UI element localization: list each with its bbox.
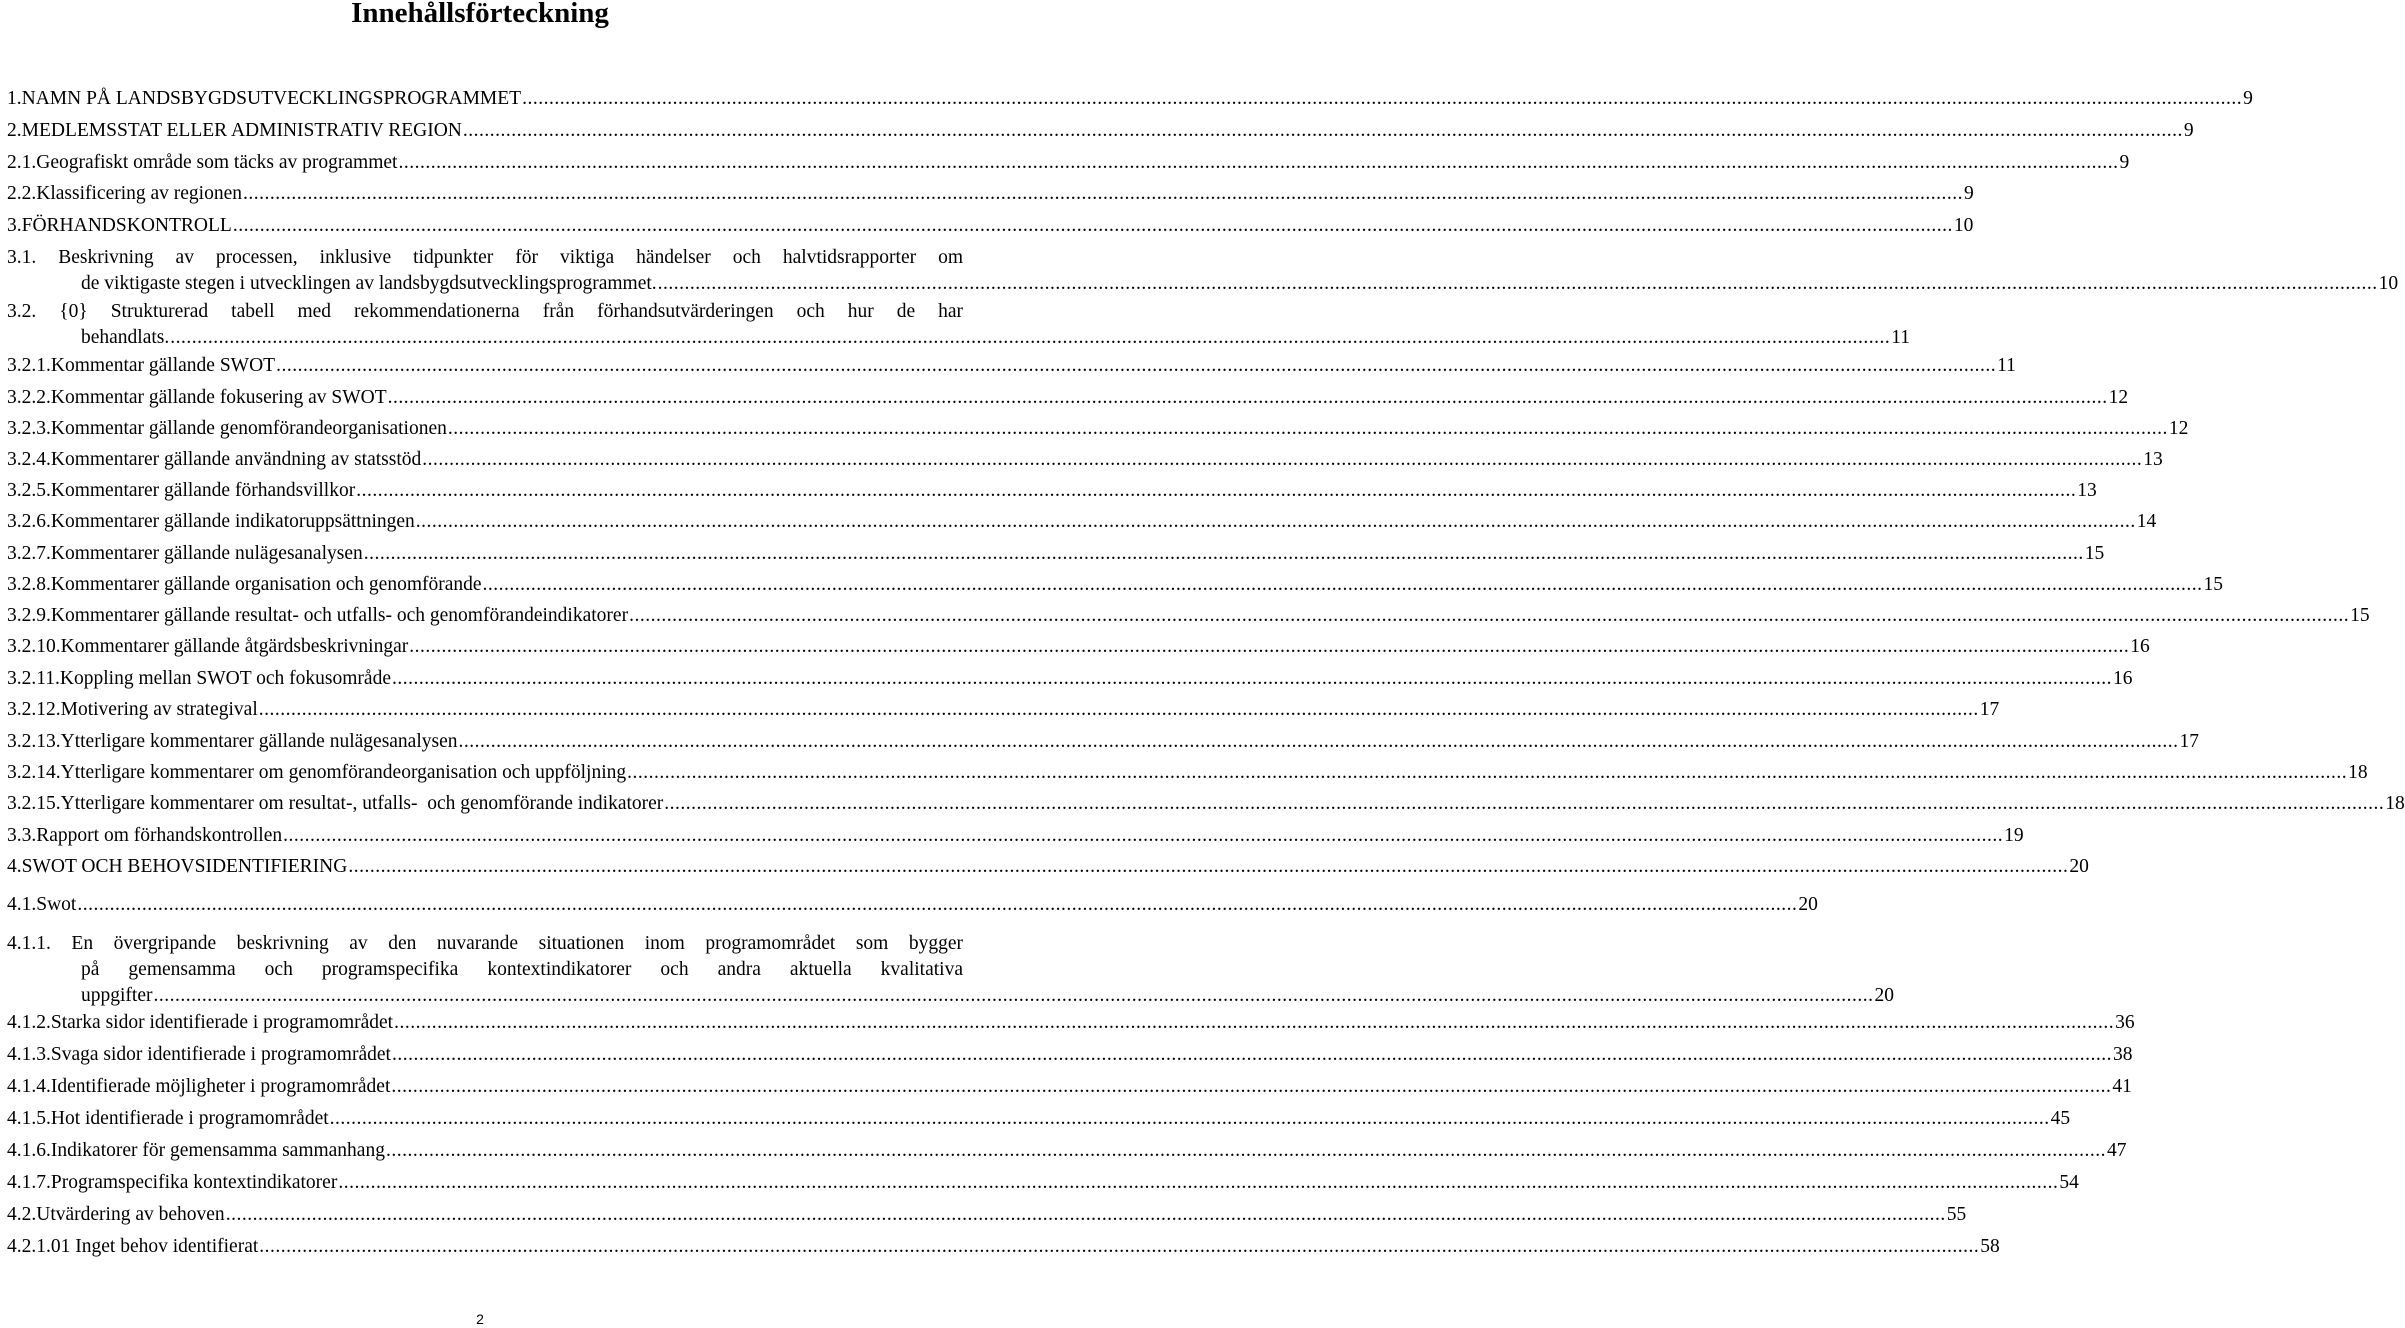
toc-entry[interactable]: [7, 1234, 2000, 1260]
toc-leader-dots: [338, 1170, 2058, 1196]
toc-entry-page: 10: [2378, 273, 2399, 294]
toc-entry[interactable]: [7, 760, 2368, 786]
toc-entry[interactable]: [7, 385, 2129, 411]
toc-entry-number: 3.2.10.: [7, 636, 61, 657]
toc-entry-page: 15: [2203, 574, 2224, 595]
toc-leader-dots: [522, 86, 2242, 112]
toc-leader-dots: [658, 271, 2378, 297]
toc-entry[interactable]: [7, 1042, 2133, 1068]
toc-entry-number: 3.2.3.: [7, 418, 51, 439]
toc-entry-title: Ytterligare kommentarer om resultat-, utfalls- och genomförande indikatorer: [60, 793, 664, 814]
toc-entry-page: 38: [2112, 1044, 2133, 1065]
toc-entry-page: 36: [2115, 1012, 2135, 1033]
toc-leader-dots: [392, 666, 2112, 692]
toc-entry[interactable]: [7, 1106, 2071, 1132]
toc-entry-title: Kommentar gällande genomförandeorganisationen: [50, 418, 447, 439]
toc-leader-dots: [356, 478, 2076, 504]
toc-leader-dots: [243, 181, 1963, 207]
toc-leader-dots: [394, 1010, 2114, 1036]
toc-entry-page: 16: [2130, 636, 2150, 657]
toc-entry-number: 3.2.: [7, 301, 37, 322]
toc-entry-page: 11: [1997, 355, 2016, 376]
toc-entry[interactable]: [7, 181, 1974, 207]
toc-entry[interactable]: [7, 1074, 2132, 1100]
toc-leader-dots: [330, 1106, 2050, 1132]
toc-entry-title: Klassificering av regionen: [36, 183, 243, 204]
toc-leader-dots: [348, 854, 2068, 880]
toc-entry[interactable]: [7, 478, 2097, 504]
toc-entry-title: Hot identifierade i programområdet: [50, 1108, 329, 1129]
toc-entry-page: 9: [2119, 152, 2130, 173]
toc-entry-page: 11: [1891, 327, 1911, 348]
toc-entry-page: 16: [2113, 668, 2133, 689]
toc-entry[interactable]: [7, 245, 2399, 297]
toc-entry-number: 4.1.4.: [7, 1076, 51, 1097]
toc-entry-title-continued: behandlats.: [81, 327, 170, 348]
toc-entry-number: 3.1.: [7, 247, 37, 268]
toc-leader-dots: [364, 541, 2084, 567]
toc-entry-title: Kommentar gällande SWOT: [50, 355, 276, 376]
toc-entry-number: 2.2.: [7, 183, 37, 204]
toc-entry[interactable]: [7, 416, 2189, 442]
toc-entry-number: 1.: [7, 88, 22, 109]
toc-entry-page: 13: [2143, 449, 2163, 470]
toc-entry-title: Programspecifika kontextindikatorer: [50, 1172, 338, 1193]
toc-entry[interactable]: [7, 603, 2370, 629]
toc-entry-page: 12: [2168, 418, 2189, 439]
toc-entry-number: 3.2.1.: [7, 355, 51, 376]
toc-leader-dots: [259, 1234, 1979, 1260]
toc-entry-title: Kommentarer gällande organisation och genomförande: [50, 574, 482, 595]
toc-entry-page: 18: [2348, 762, 2368, 783]
toc-entry-number: 3.2.5.: [7, 480, 51, 501]
toc-leader-dots: [276, 353, 1996, 379]
toc-entry-page: 9: [2183, 120, 2194, 141]
toc-entry-number: 3.2.6.: [7, 511, 51, 532]
toc-entry-title: Kommentarer gällande förhandsvillkor: [50, 480, 356, 501]
toc-entry-page: 47: [2106, 1140, 2127, 1161]
toc-entry-page: 10: [1953, 215, 1974, 236]
toc-leader-dots: [629, 603, 2349, 629]
toc-entry-title: {0} Strukturerad tabell med rekommendationerna från förhandsutvärderingen och hur de har: [59, 301, 964, 322]
toc-entry-title: Starka sidor identifierade i programområdet: [50, 1012, 394, 1033]
toc-entry[interactable]: [7, 697, 2000, 723]
toc-entry-title: Beskrivning av processen, inklusive tidpunkter för viktiga händelser och halvtidsrapporter om: [58, 247, 963, 268]
toc-entry-page: 14: [2136, 511, 2157, 532]
toc-leader-dots: [627, 760, 2347, 786]
toc-entry-number: 3.2.11.: [7, 668, 60, 689]
toc-leader-dots: [392, 1042, 2112, 1068]
toc-entry-title: En övergripande beskrivning av den nuvarande situationen inom programområdet som bygger: [71, 933, 963, 954]
toc-leader-dots: [283, 823, 2003, 849]
toc-entry[interactable]: [7, 634, 2150, 660]
toc-entry-number: 4.1.6.: [7, 1140, 51, 1161]
toc-entry-number: 2.1.: [7, 152, 37, 173]
toc-entry-number: 3.2.9.: [7, 605, 51, 626]
toc-entry-title: Indikatorer för gemensamma sammanhang: [50, 1140, 385, 1161]
toc-entry-number: 3.2.13.: [7, 731, 61, 752]
toc-entry-number: 4.2.: [7, 1204, 37, 1225]
toc-leader-dots: [388, 385, 2108, 411]
toc-leader-dots: [463, 118, 2183, 144]
toc-entry-number: 4.2.1.: [7, 1236, 51, 1257]
toc-entry-number: 4.1.5.: [7, 1108, 51, 1129]
toc-entry[interactable]: [7, 86, 2253, 112]
toc-leader-dots: [483, 572, 2203, 598]
toc-entry[interactable]: [7, 1010, 2135, 1036]
toc-entry[interactable]: [7, 1170, 2079, 1196]
toc-entry-title: Koppling mellan SWOT och fokusområde: [59, 668, 391, 689]
toc-entry-page: 41: [2112, 1076, 2132, 1097]
toc-leader-dots: [459, 729, 2179, 755]
toc-entry-number: 3.3.: [7, 825, 37, 846]
toc-entry-page: 58: [1980, 1236, 2000, 1257]
toc-entry-title: Ytterligare kommentarer om genomförandeorganisation och uppföljning: [60, 762, 627, 783]
toc-entry[interactable]: [7, 854, 2089, 880]
toc-entry-title: 01 Inget behov identifierat: [50, 1236, 259, 1257]
toc-entry[interactable]: [7, 353, 2016, 379]
toc-entry-page: 55: [1946, 1204, 1967, 1225]
toc-leader-dots: [259, 697, 1979, 723]
toc-entry-title: Swot: [36, 894, 77, 915]
toc-entry-page: 12: [2108, 387, 2129, 408]
toc-leader-dots: [391, 1074, 2111, 1100]
toc-entry-title: MEDLEMSSTAT ELLER ADMINISTRATIV REGION: [21, 120, 462, 141]
toc-entry-title: NAMN PÅ LANDSBYGDSUTVECKLINGSPROGRAMMET: [21, 88, 522, 109]
toc-entry-title-continued: de viktigaste stegen i utvecklingen av landsbygdsutvecklingsprogrammet.: [81, 273, 657, 294]
toc-entry[interactable]: [7, 509, 2157, 535]
toc-entry[interactable]: [7, 447, 2163, 473]
toc-entry-title: SWOT OCH BEHOVSIDENTIFIERING: [21, 856, 348, 877]
toc-leader-dots: [664, 791, 2384, 817]
toc-leader-dots: [233, 213, 1953, 239]
toc-entry[interactable]: [7, 572, 2224, 598]
toc-entry-title: Kommentar gällande fokusering av SWOT: [50, 387, 387, 408]
toc-entry-number: 3.: [7, 215, 22, 236]
toc-leader-dots: [448, 416, 2168, 442]
toc-leader-dots: [416, 509, 2136, 535]
toc-entry-title: FÖRHANDSKONTROLL: [21, 215, 232, 236]
page-number: 2: [476, 1311, 484, 1327]
toc-entry-title: Kommentarer gällande indikatoruppsättningen: [50, 511, 415, 532]
toc-entry-title: Kommentarer gällande resultat- och utfalls- och genomförandeindikatorer: [50, 605, 629, 626]
toc-entry[interactable]: [7, 1138, 2127, 1164]
toc-entry-page: 20: [2069, 856, 2089, 877]
toc-entry-title-continued: på gemensamma och programspecifika kontextindikatorer och andra aktuella kvalitativa: [81, 959, 963, 980]
toc-entry[interactable]: [7, 666, 2133, 692]
toc-leader-dots: [386, 1138, 2106, 1164]
toc-entry-number: 4.1.: [7, 894, 37, 915]
toc-leader-dots: [409, 634, 2129, 660]
toc-entry-number: 2.: [7, 120, 22, 141]
toc-entry-title: Ytterligare kommentarer gällande nulägesanalysen: [60, 731, 458, 752]
toc-entry-number: 3.2.15.: [7, 793, 61, 814]
toc-entry-page: 20: [1874, 985, 1894, 1006]
toc-leader-dots: [170, 325, 1890, 351]
toc-entry-page: 17: [2179, 731, 2199, 752]
toc-entry-page: 15: [2084, 543, 2105, 564]
toc-entry-number: 4.1.1.: [7, 933, 51, 954]
toc-leader-dots: [77, 892, 1797, 918]
toc-entry-number: 4.: [7, 856, 22, 877]
toc-leader-dots: [422, 447, 2142, 473]
toc-entry[interactable]: [7, 541, 2105, 567]
toc-entry[interactable]: [7, 791, 2405, 817]
toc-entry[interactable]: [7, 892, 1818, 918]
toc-entry[interactable]: [7, 931, 1894, 1009]
toc-entry-number: 3.2.12.: [7, 699, 61, 720]
toc-entry-number: 3.2.14.: [7, 762, 61, 783]
toc-entry-page: 15: [2350, 605, 2370, 626]
toc-entry-number: 3.2.2.: [7, 387, 51, 408]
toc-entry-number: 4.1.7.: [7, 1172, 51, 1193]
toc-entry-page: 9: [2243, 88, 2253, 109]
toc-entry-page: 19: [2004, 825, 2024, 846]
toc-entry-title: Kommentarer gällande åtgärdsbeskrivningar: [60, 636, 409, 657]
toc-entry[interactable]: [7, 213, 1974, 239]
toc-entry-page: 9: [1964, 183, 1974, 204]
toc-entry-title: Kommentarer gällande användning av statsstöd: [50, 449, 422, 470]
toc-entry-number: 4.1.2.: [7, 1012, 51, 1033]
toc-entry[interactable]: [7, 150, 2130, 176]
toc-entry-page: 54: [2059, 1172, 2079, 1193]
toc-entry-title: Svaga sidor identifierade i programområdet: [50, 1044, 391, 1065]
page-title: Innehållsförteckning: [351, 0, 609, 29]
toc-entry-title: Motivering av strategival: [60, 699, 258, 720]
toc-entry[interactable]: [7, 823, 2024, 849]
toc-entry-title-continued: uppgifter: [81, 985, 153, 1006]
toc-entry-number: 3.2.4.: [7, 449, 51, 470]
toc-entry[interactable]: [7, 118, 2194, 144]
toc-leader-dots: [153, 983, 1873, 1009]
toc-entry-page: 45: [2050, 1108, 2071, 1129]
toc-entry[interactable]: [7, 729, 2199, 755]
toc-entry-title: Rapport om förhandskontrollen: [36, 825, 283, 846]
toc-entry-title: Geografiskt område som täcks av programmet: [36, 152, 398, 173]
toc-leader-dots: [226, 1202, 1946, 1228]
toc-entry-number: 3.2.8.: [7, 574, 51, 595]
toc-entry-page: 20: [1798, 894, 1818, 915]
toc-entry-page: 18: [2385, 793, 2405, 814]
toc-entry-title: Utvärdering av behoven: [36, 1204, 225, 1225]
toc-entry-page: 17: [1979, 699, 2000, 720]
toc-entry-number: 3.2.7.: [7, 543, 51, 564]
toc-leader-dots: [398, 150, 2118, 176]
toc-entry-page: 13: [2077, 480, 2097, 501]
toc-entry-title: Identifierade möjligheter i programområdet: [50, 1076, 391, 1097]
toc-entry-number: 4.1.3.: [7, 1044, 51, 1065]
toc-entry[interactable]: [7, 1202, 1967, 1228]
toc-entry-title: Kommentarer gällande nulägesanalysen: [50, 543, 363, 564]
toc-entry[interactable]: [7, 299, 1911, 351]
